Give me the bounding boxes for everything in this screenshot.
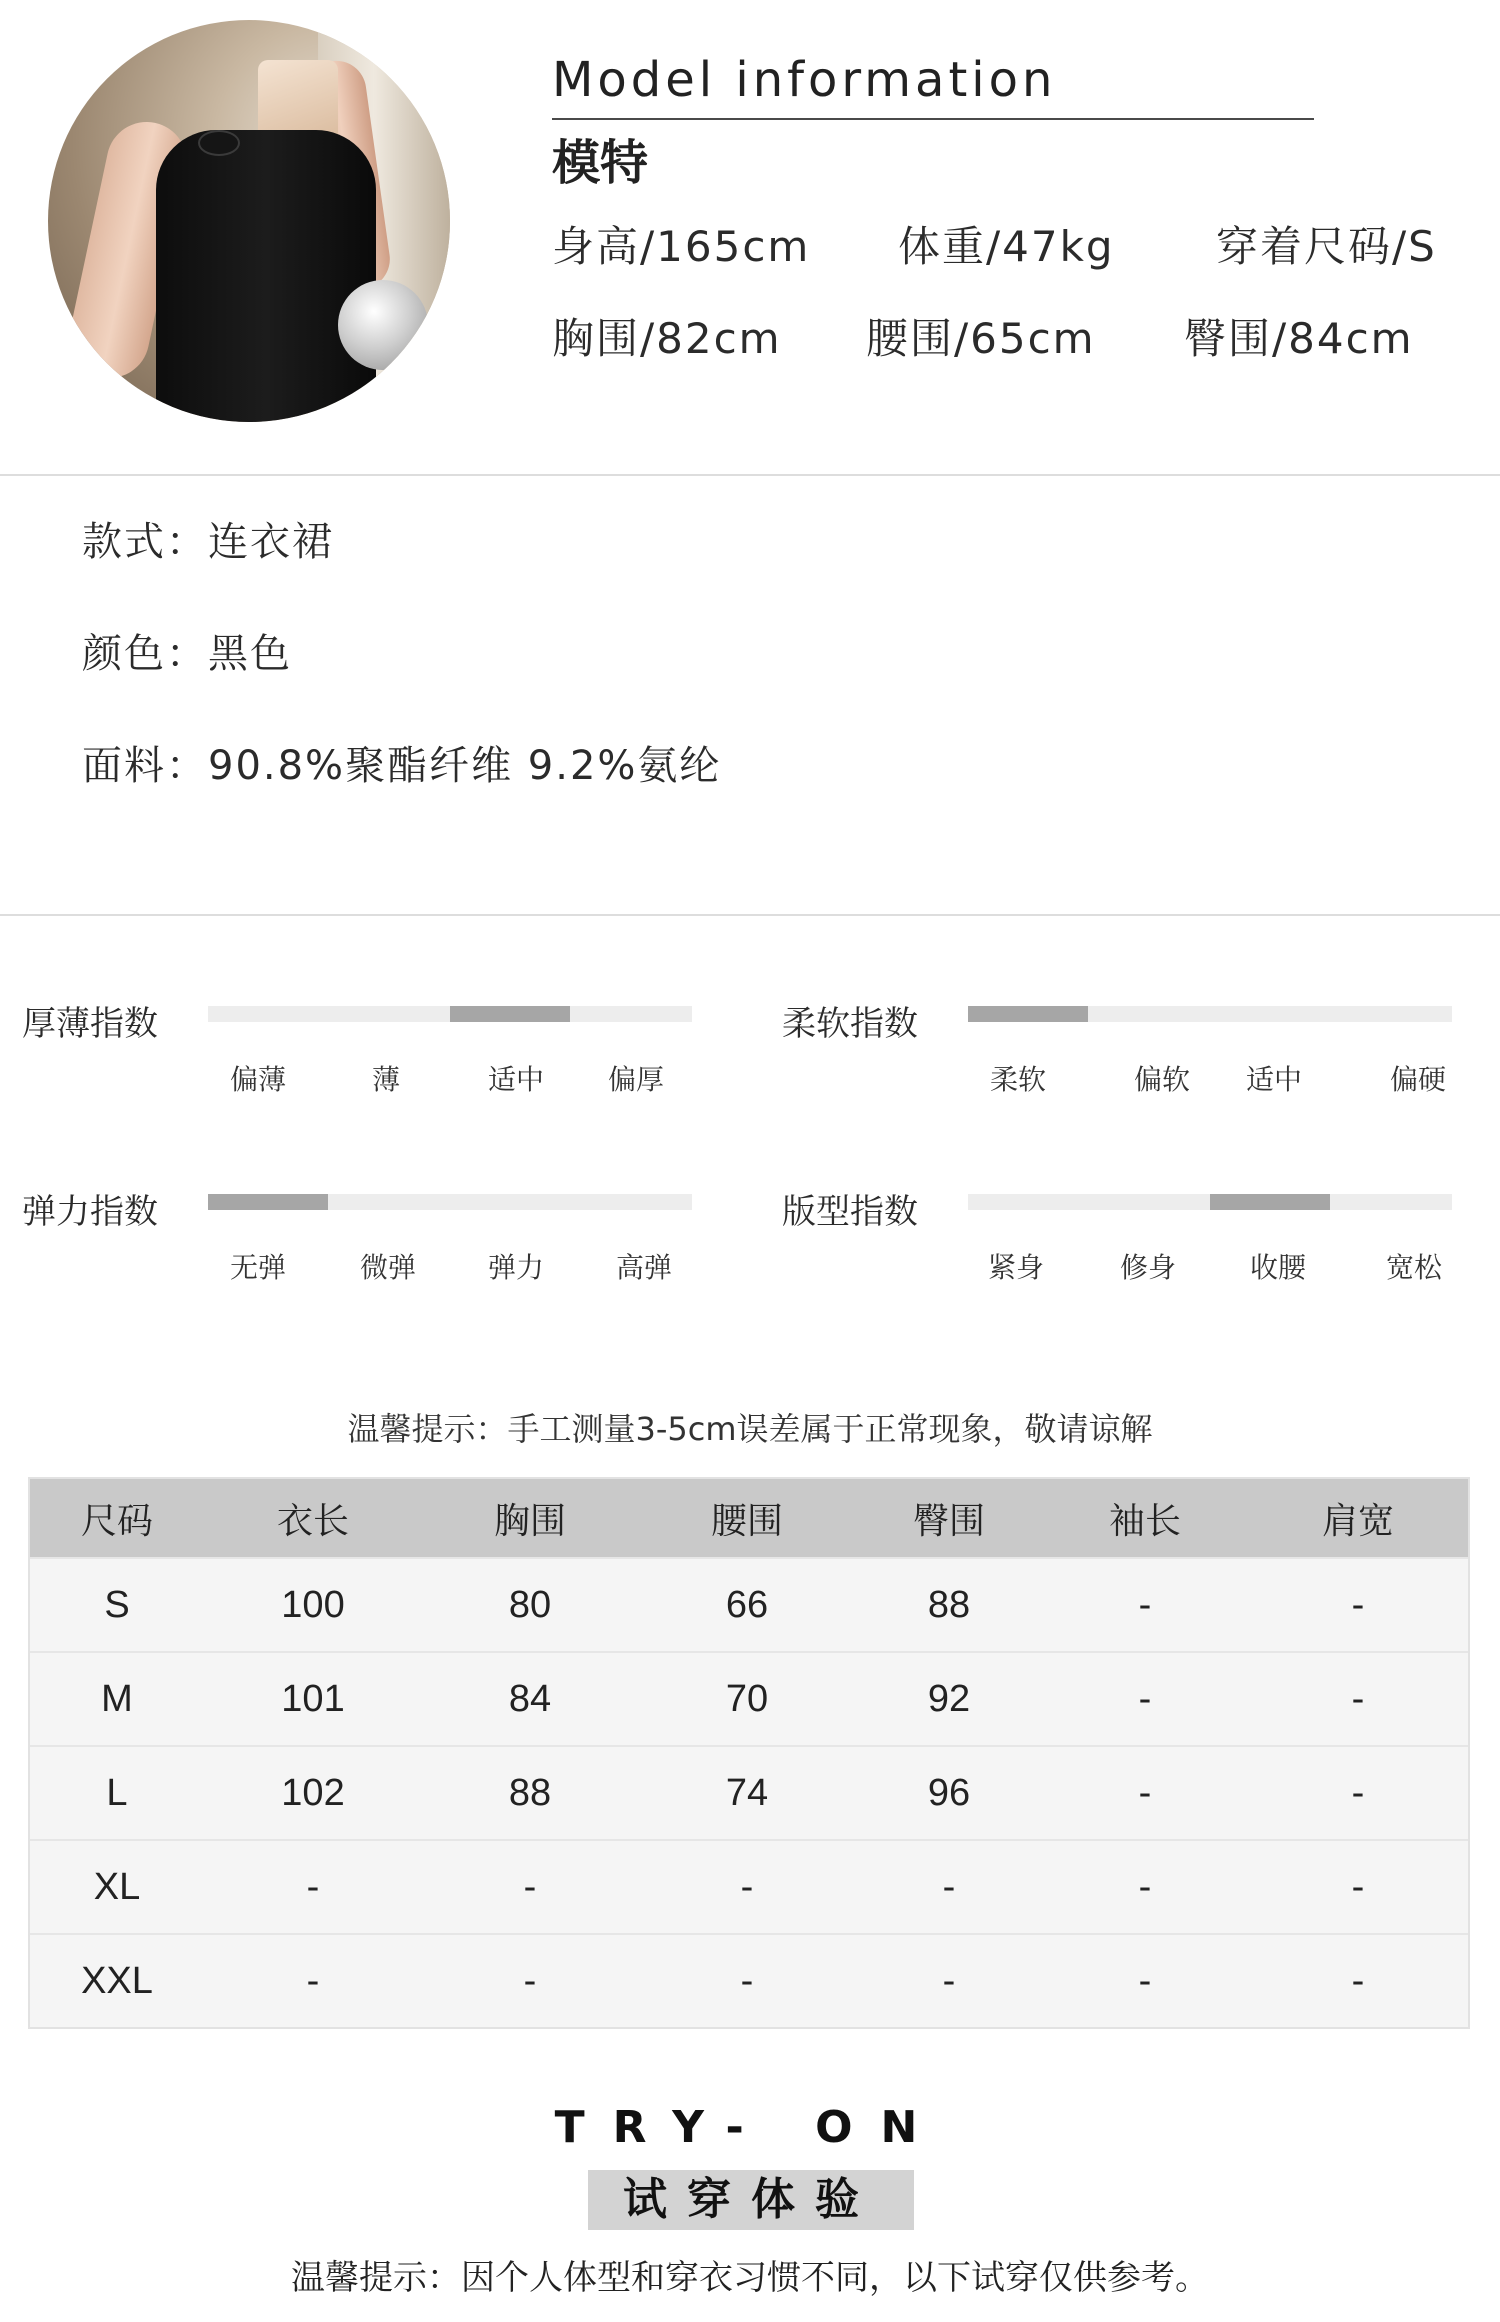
model-bust: 胸围/82cm [552, 314, 782, 363]
table-cell: - [1351, 1583, 1365, 1626]
model-photo [48, 20, 450, 422]
tryon-note: 温馨提示：因个人体型和穿衣习惯不同，以下试穿仅供参考。 [291, 2258, 1209, 2298]
table-cell: - [523, 1865, 537, 1908]
table-header-cell: 衣长 [276, 1500, 349, 1542]
table-cell: - [1351, 1677, 1365, 1720]
table-cell: 70 [725, 1677, 769, 1720]
table-cell: 101 [281, 1677, 345, 1720]
product-color: 颜色：黑色 [82, 631, 292, 677]
index-bar-marker [450, 1006, 570, 1022]
tryon-title-cn: 试穿体验 [623, 2174, 879, 2225]
index-bar-track [968, 1006, 1452, 1022]
table-row [30, 1557, 1468, 1651]
index-option: 柔软 [989, 1063, 1046, 1096]
table-header-cell: 腰围 [710, 1500, 783, 1542]
table-cell: XL [93, 1865, 141, 1908]
tryon-title-en: TRY- ON [554, 2102, 946, 2153]
table-cell: 96 [927, 1771, 971, 1814]
table-cell: - [1138, 1771, 1152, 1814]
photo-bag [338, 280, 428, 370]
table-cell: - [1351, 1865, 1365, 1908]
index-option: 适中 [487, 1063, 544, 1096]
section-divider-1 [0, 474, 1500, 476]
table-cell: L [106, 1771, 128, 1814]
index-option: 收腰 [1249, 1251, 1306, 1284]
index-bar-marker [1210, 1194, 1330, 1210]
index-bar-marker [208, 1194, 328, 1210]
table-cell: - [740, 1959, 754, 2002]
index-label: 柔软指数 [782, 1004, 918, 1044]
table-cell: - [1138, 1865, 1152, 1908]
table-cell: 88 [508, 1771, 552, 1814]
table-cell: - [942, 1959, 956, 2002]
table-cell: 74 [725, 1771, 769, 1814]
index-label: 厚薄指数 [22, 1004, 158, 1044]
model-size: 穿着尺码/S [1216, 222, 1437, 271]
index-option: 紧身 [987, 1251, 1044, 1284]
table-cell: M [101, 1677, 133, 1720]
index-option: 微弹 [359, 1251, 416, 1284]
index-option: 宽松 [1385, 1251, 1442, 1284]
model-height: 身高/165cm [552, 222, 811, 271]
index-bar-marker [968, 1006, 1088, 1022]
table-row [30, 1745, 1468, 1839]
table-cell: 66 [725, 1583, 769, 1626]
table-row [30, 1839, 1468, 1933]
index-option: 偏软 [1133, 1063, 1190, 1096]
table-header-cell: 臀围 [912, 1500, 985, 1542]
model-hips: 臀围/84cm [1184, 314, 1414, 363]
table-cell: S [104, 1583, 130, 1626]
table-header-row [30, 1479, 1468, 1557]
index-bar-track [208, 1006, 692, 1022]
table-row [30, 1933, 1468, 2027]
table-header-cell: 袖长 [1108, 1500, 1181, 1542]
table-cell: 88 [927, 1583, 971, 1626]
table-header-cell: 尺码 [80, 1500, 153, 1542]
model-title-cn: 模特 [552, 135, 649, 191]
table-row [30, 1651, 1468, 1745]
table-cell: 92 [927, 1677, 971, 1720]
table-cell: - [1138, 1583, 1152, 1626]
index-option: 修身 [1119, 1251, 1176, 1284]
table-cell: - [306, 1959, 320, 2002]
index-option: 偏薄 [229, 1063, 286, 1096]
table-cell: - [1138, 1959, 1152, 2002]
table-cell: 80 [508, 1583, 552, 1626]
index-label: 版型指数 [782, 1192, 918, 1232]
table-header-cell: 胸围 [493, 1500, 566, 1542]
table-cell: - [1351, 1771, 1365, 1814]
model-waist: 腰围/65cm [866, 314, 1096, 363]
table-cell: 100 [281, 1583, 345, 1626]
index-option: 偏硬 [1389, 1063, 1446, 1096]
index-option: 适中 [1245, 1063, 1302, 1096]
size-table [28, 1477, 1470, 2029]
table-cell: - [740, 1865, 754, 1908]
section-divider-2 [0, 914, 1500, 916]
index-bar-track [968, 1194, 1452, 1210]
table-cell: - [306, 1865, 320, 1908]
model-title-en: Model information [552, 52, 1057, 108]
index-option: 弹力 [487, 1251, 544, 1284]
title-underline [552, 118, 1314, 120]
index-label: 弹力指数 [22, 1192, 158, 1232]
product-style: 款式：连衣裙 [82, 519, 334, 565]
photo-dress [156, 130, 376, 422]
index-option: 无弹 [229, 1251, 286, 1284]
photo-bow [198, 130, 240, 156]
table-cell: - [1351, 1959, 1365, 2002]
index-option: 高弹 [615, 1251, 672, 1284]
index-option: 偏厚 [607, 1063, 664, 1096]
table-cell: - [523, 1959, 537, 2002]
index-option: 薄 [371, 1063, 400, 1096]
product-fabric: 面料：90.8%聚酯纤维 9.2%氨纶 [82, 743, 722, 789]
table-cell: - [1138, 1677, 1152, 1720]
table-cell: - [942, 1865, 956, 1908]
table-cell: XXL [81, 1959, 153, 2002]
table-header-cell: 肩宽 [1321, 1500, 1394, 1542]
model-weight: 体重/47kg [898, 222, 1115, 271]
index-bar-track [208, 1194, 692, 1210]
table-cell: 102 [281, 1771, 345, 1814]
measurement-note: 温馨提示：手工测量3-5cm误差属于正常现象，敬请谅解 [347, 1410, 1153, 1448]
table-cell: 84 [508, 1677, 552, 1720]
